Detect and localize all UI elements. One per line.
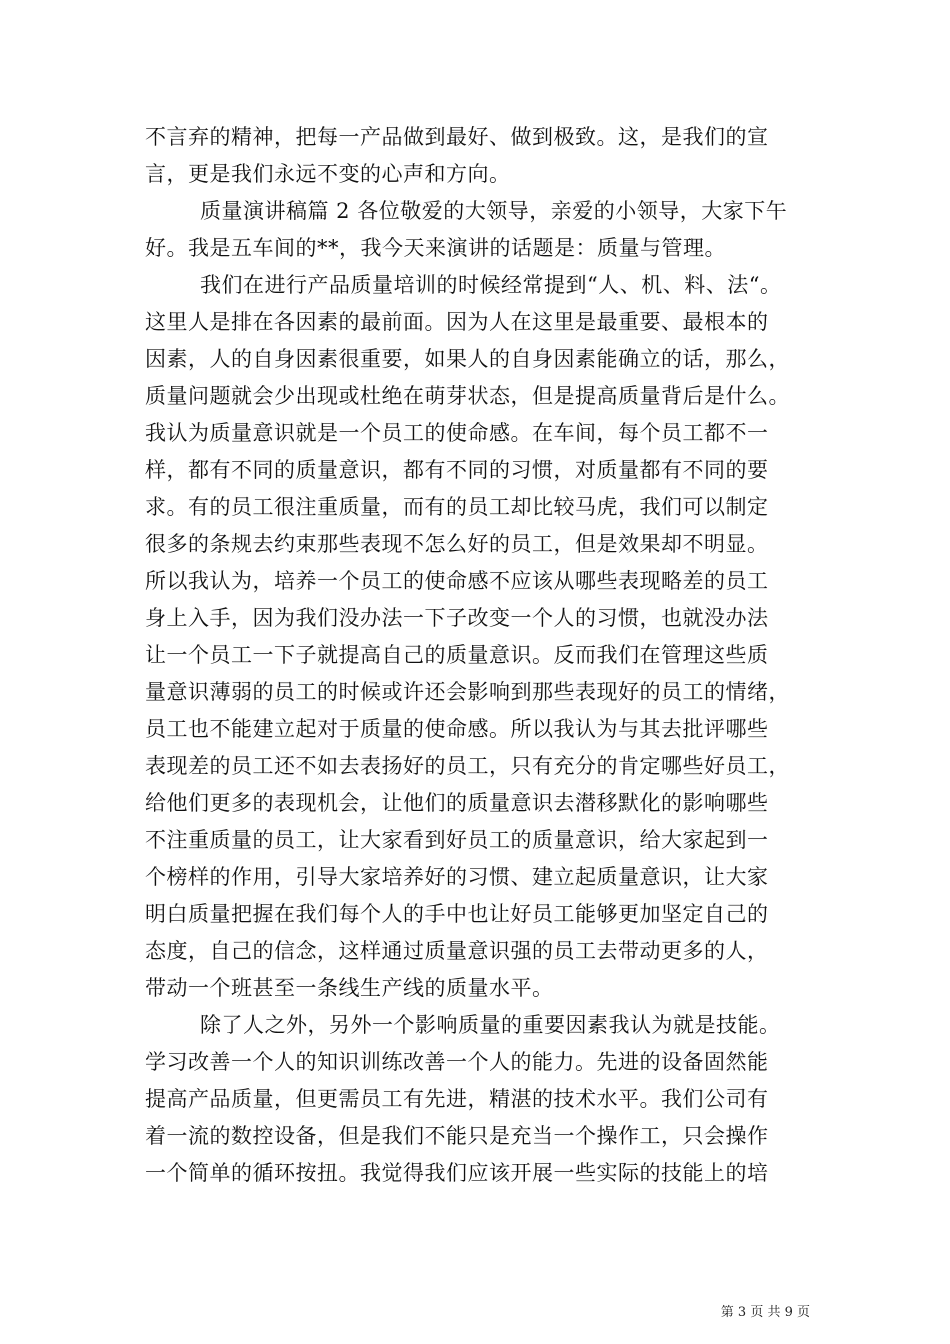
text-line: 量意识薄弱的员工的时候或许还会影响到那些表现好的员工的情绪， [145,680,790,704]
text-line: 这里人是排在各因素的最前面。因为人在这里是最重要、最根本的 [145,310,769,334]
text-line: 个榜样的作用，引导大家培养好的习惯、建立起质量意识，让大家 [145,865,769,889]
text-line: 给他们更多的表现机会，让他们的质量意识去潜移默化的影响哪些 [145,791,769,815]
page-number: 第 3 页 共 9 页 [720,1305,810,1320]
text-line: 身上入手，因为我们没办法一下子改变一个人的习惯，也就没办法 [145,606,769,630]
text-line: 言，更是我们永远不变的心声和方向。 [145,162,511,186]
text-line: 我认为质量意识就是一个员工的使命感。在车间，每个员工都不一 [145,421,769,445]
text-line: 质量问题就会少出现或杜绝在萌芽状态，但是提高质量背后是什么。 [145,384,790,408]
paragraph-start-line: 除了人之外，另外一个影响质量的重要因素我认为就是技能。 [200,1013,781,1037]
paragraph-start-line: 质量演讲稿篇 2 各位敬爱的大领导，亲爱的小领导，大家下午 [200,199,788,223]
text-line: 不言弃的精神，把每一产品做到最好、做到极致。这，是我们的宣 [145,125,769,149]
text-line: 一个简单的循环按扭。我觉得我们应该开展一些实际的技能上的培 [145,1161,769,1185]
text-line: 所以我认为，培养一个员工的使命感不应该从哪些表现略差的员工 [145,569,769,593]
text-line: 提高产品质量，但更需员工有先进，精湛的技术水平。我们公司有 [145,1087,769,1111]
text-line: 带动一个班甚至一条线生产线的质量水平。 [145,976,554,1000]
text-line: 不注重质量的员工，让大家看到好员工的质量意识，给大家起到一 [145,828,769,852]
text-line: 员工也不能建立起对于质量的使命感。所以我认为与其去批评哪些 [145,717,769,741]
text-line: 求。有的员工很注重质量，而有的员工却比较马虎，我们可以制定 [145,495,769,519]
text-line: 学习改善一个人的知识训练改善一个人的能力。先进的设备固然能 [145,1050,769,1074]
paragraph-start-line: 我们在进行产品质量培训的时候经常提到“人、机、料、法“。 [200,273,782,297]
text-line: 样，都有不同的质量意识，都有不同的习惯，对质量都有不同的要 [145,458,769,482]
text-line: 明白质量把握在我们每个人的手中也让好员工能够更加坚定自己的 [145,902,769,926]
text-line: 因素，人的自身因素很重要，如果人的自身因素能确立的话，那么， [145,347,790,371]
text-line: 很多的条规去约束那些表现不怎么好的员工，但是效果却不明显。 [145,532,769,556]
text-line: 态度，自己的信念，这样通过质量意识强的员工去带动更多的人， [145,939,769,963]
text-line: 让一个员工一下子就提高自己的质量意识。反而我们在管理这些质 [145,643,769,667]
text-line: 好。我是五车间的**，我今天来演讲的话题是：质量与管理。 [145,236,726,260]
text-line: 着一流的数控设备，但是我们不能只是充当一个操作工，只会操作 [145,1124,769,1148]
text-line: 表现差的员工还不如去表扬好的员工，只有充分的肯定哪些好员工， [145,754,790,778]
